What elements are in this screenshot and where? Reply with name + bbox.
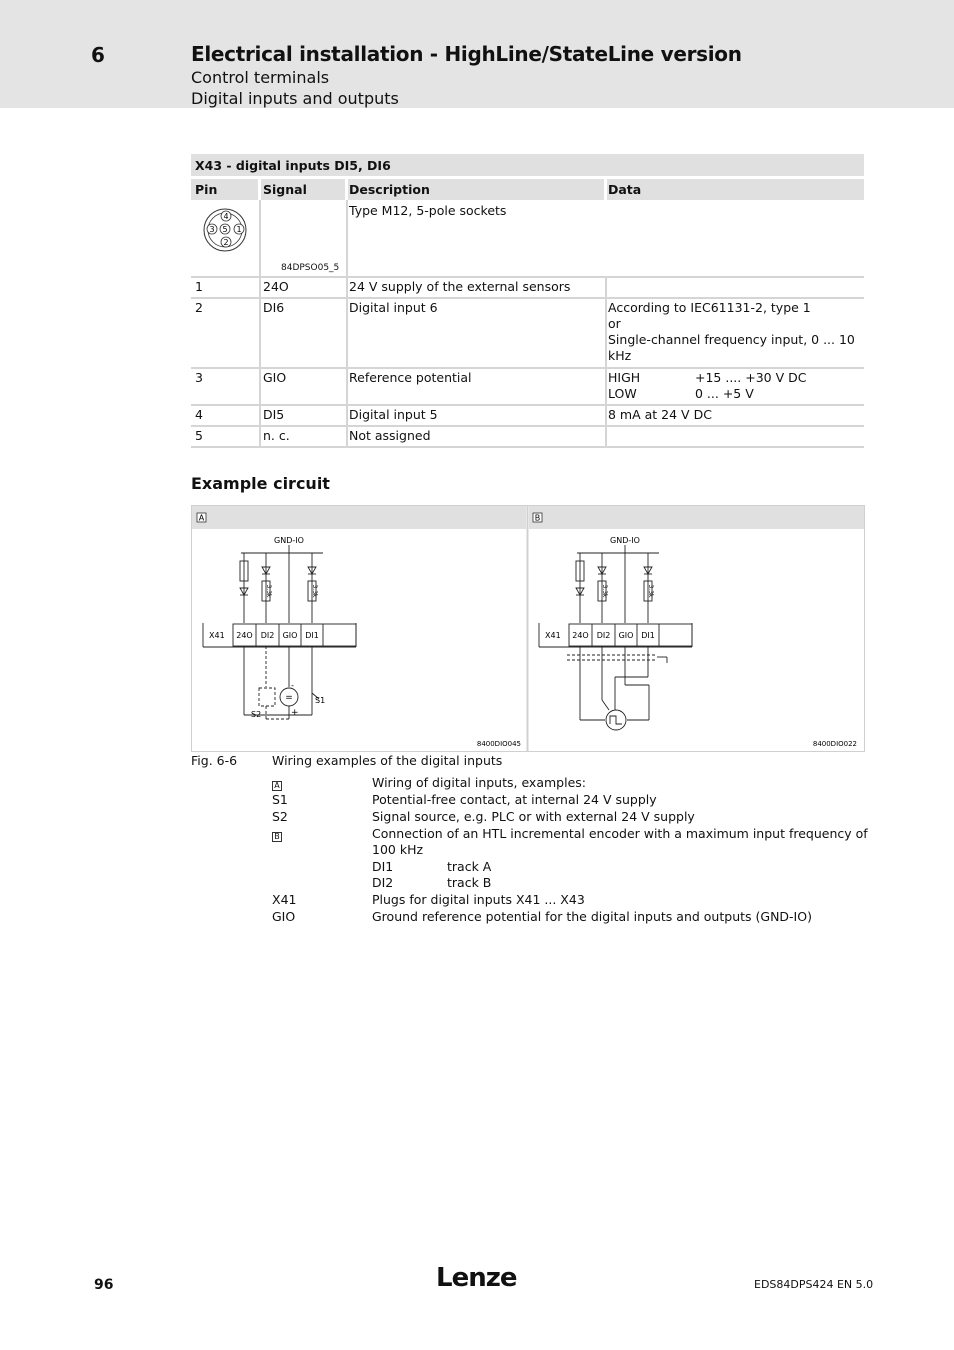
- legend-di1-key: DI1: [372, 859, 394, 874]
- gnd-io-label-a: GND-IO: [274, 536, 304, 545]
- row4-pin: 4: [195, 407, 203, 422]
- legend-key-s2: S2: [272, 809, 288, 824]
- s2-label: S2: [251, 710, 262, 719]
- svg-text:-: -: [291, 681, 294, 690]
- terminal-di1-a: DI1: [305, 631, 319, 640]
- resistor-label-b2: 3.3k: [647, 584, 654, 598]
- col-pin: Pin: [195, 182, 218, 197]
- m12-connector-diagram: [199, 208, 253, 252]
- connector-description: Type M12, 5-pole sockets: [349, 203, 507, 218]
- row4-data: 8 mA at 24 V DC: [608, 407, 712, 422]
- col-signal: Signal: [263, 182, 307, 197]
- row3-description: Reference potential: [349, 370, 472, 385]
- gnd-io-label-b: GND-IO: [610, 536, 640, 545]
- svg-text:=: =: [285, 693, 293, 703]
- terminal-24o-b: 24O: [572, 631, 589, 640]
- legend-text-b-cont: 100 kHz: [372, 842, 424, 857]
- legend-text-x41: Plugs for digital inputs X41 ... X43: [372, 892, 585, 907]
- row2-data: According to IEC61131-2, type 1 or Single-channel frequency input, 0 ... 10 kHz: [608, 300, 855, 363]
- x41-label-a: X41: [209, 631, 225, 640]
- panel-a-label: A: [198, 513, 205, 523]
- example-circuit-figure: [191, 505, 865, 752]
- subtitle-1: Control terminals: [191, 68, 330, 87]
- panel-b-label: B: [534, 513, 541, 523]
- row2-pin: 2: [195, 300, 203, 315]
- row2-description: Digital input 6: [349, 300, 438, 315]
- pin-label-5: 5: [222, 225, 228, 234]
- subtitle-2: Digital inputs and outputs: [191, 89, 399, 108]
- table-caption: X43 - digital inputs DI5, DI6: [195, 158, 391, 173]
- row5-signal: n. c.: [263, 428, 290, 443]
- row1-signal: 24O: [263, 279, 289, 294]
- resistor-label-a1: 3.3k: [265, 584, 272, 598]
- row3-high-label: HIGH: [608, 370, 641, 385]
- row3-pin: 3: [195, 370, 203, 385]
- terminal-gio-b: GIO: [618, 631, 634, 640]
- page-title: Electrical installation - HighLine/StateLine version: [191, 42, 742, 66]
- legend-text-a: Wiring of digital inputs, examples:: [372, 775, 586, 790]
- lenze-logo: Lenze: [436, 1263, 517, 1293]
- legend-text-b: Connection of an HTL incremental encoder with a maximum input frequency of: [372, 826, 868, 841]
- legend-di2-key: DI2: [372, 875, 394, 890]
- chapter-number: 6: [91, 43, 105, 67]
- row2-signal: DI6: [263, 300, 285, 315]
- x41-label-b: X41: [545, 631, 561, 640]
- row1-pin: 1: [195, 279, 203, 294]
- row5-pin: 5: [195, 428, 203, 443]
- terminal-24o-a: 24O: [236, 631, 253, 640]
- s1-label: S1: [315, 696, 326, 705]
- legend-text-s1: Potential-free contact, at internal 24 V supply: [372, 792, 657, 807]
- pin-label-1: 1: [236, 225, 242, 234]
- legend-key-b: B: [272, 827, 282, 843]
- legend-di1-value: track A: [447, 859, 492, 874]
- example-circuit-heading: Example circuit: [191, 474, 330, 493]
- legend-key-x41: X41: [272, 892, 297, 907]
- col-description: Description: [349, 182, 430, 197]
- row5-description: Not assigned: [349, 428, 431, 443]
- legend-di2-value: track B: [447, 875, 492, 890]
- row3-low-value: 0 ... +5 V: [695, 386, 754, 401]
- terminal-di2-a: DI2: [260, 631, 275, 640]
- figure-code-b: 8400DIO022: [812, 740, 857, 748]
- terminal-gio-a: GIO: [282, 631, 298, 640]
- row1-description: 24 V supply of the external sensors: [349, 279, 571, 294]
- legend-key-s1: S1: [272, 792, 288, 807]
- row4-signal: DI5: [263, 407, 285, 422]
- pin-label-3: 3: [209, 225, 215, 234]
- legend-key-a: A: [272, 776, 282, 792]
- legend-text-gio: Ground reference potential for the digital inputs and outputs (GND-IO): [372, 909, 812, 924]
- col-data: Data: [608, 182, 642, 197]
- pin-label-2: 2: [223, 238, 229, 247]
- legend-key-gio: GIO: [272, 909, 296, 924]
- pin-label-4: 4: [223, 212, 229, 221]
- figure-caption: Wiring examples of the digital inputs: [272, 753, 503, 768]
- legend-text-s2: Signal source, e.g. PLC or with external 24 V supply: [372, 809, 695, 824]
- terminal-di1-b: DI1: [641, 631, 655, 640]
- figure-code-a: 8400DIO045: [476, 740, 521, 748]
- row3-high-value: +15 .... +30 V DC: [695, 370, 807, 385]
- terminal-di2-b: DI2: [596, 631, 611, 640]
- row4-description: Digital input 5: [349, 407, 438, 422]
- document-id: EDS84DPS424 EN 5.0: [754, 1278, 874, 1291]
- row3-low-label: LOW: [608, 386, 637, 401]
- resistor-label-a2: 3.3k: [311, 584, 318, 598]
- connector-image-code: 84DPSO05_5: [281, 263, 340, 273]
- svg-text:+: +: [291, 708, 299, 718]
- page-number: 96: [94, 1277, 114, 1293]
- row3-signal: GIO: [263, 370, 287, 385]
- figure-number: Fig. 6-6: [191, 753, 238, 768]
- resistor-label-b1: 3.3k: [601, 584, 608, 598]
